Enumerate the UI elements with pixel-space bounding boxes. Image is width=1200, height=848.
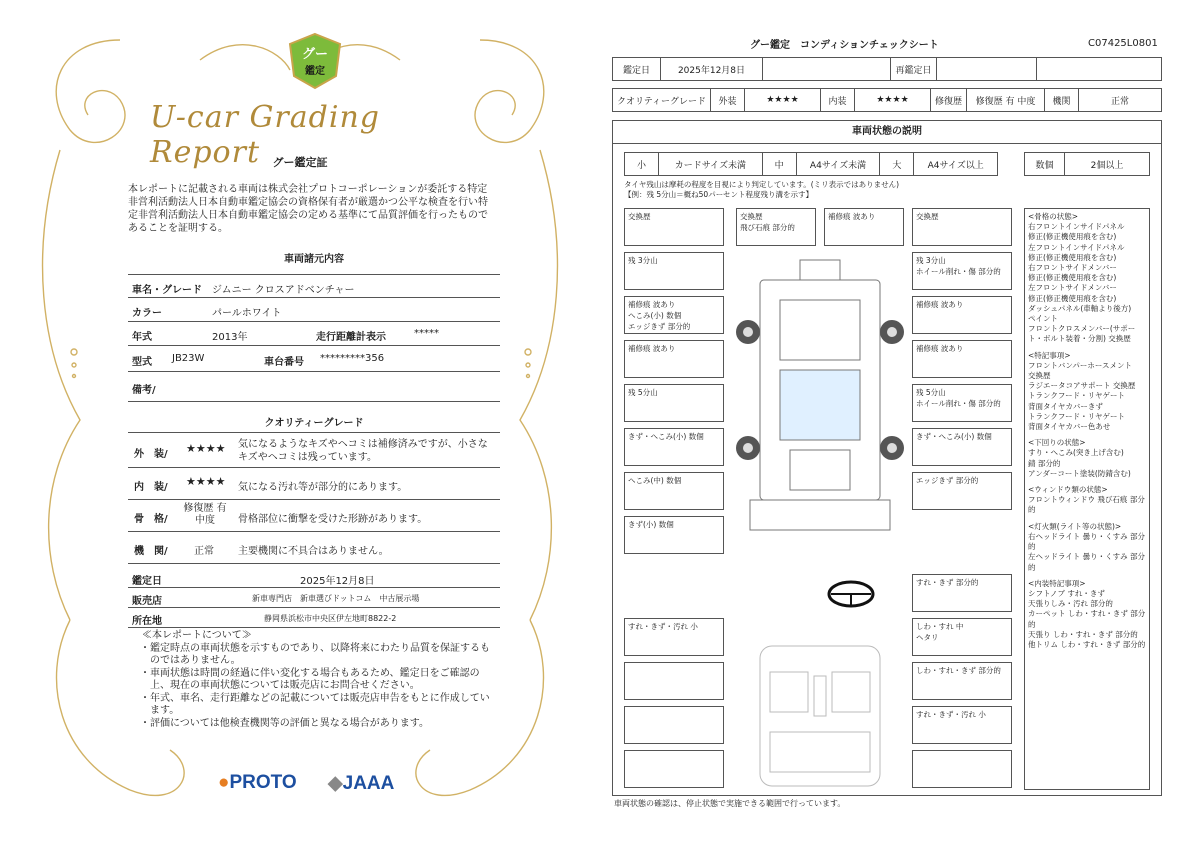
detail-line: 左フロントサイドメンバー — [1028, 283, 1117, 293]
proto-logo: ●PROTO — [218, 772, 297, 793]
grade-row-exterior — [128, 432, 500, 468]
spec-row-name — [128, 274, 500, 298]
detail-line: フロントウィンドウ 飛び石痕 部分的 — [1028, 495, 1145, 515]
tire-note-line: 【例：残 5分山＝概ね50パーセント程度残り溝を示す】 — [624, 190, 814, 199]
reinspect-value — [937, 58, 1037, 81]
exterior-note-cell: 交換歴 飛び石痕 部分的 — [736, 208, 816, 246]
detail-line: トランクフード・リヤゲート — [1028, 391, 1125, 401]
size-large: 大 — [880, 153, 914, 176]
detail-line: 交換歴 — [1028, 371, 1051, 381]
exterior-text: 気になるようなキズやヘコミは補修済みですが、小さなキズやヘコミは残っています。 — [238, 439, 488, 463]
detail-line: 天張り しわ・すれ・きず 部分的 — [1028, 629, 1138, 639]
date-label: 鑑定日 — [613, 58, 661, 81]
detail-line: 天張りしみ・汚れ 部分的 — [1028, 599, 1113, 609]
detail-line: 左フロントインサイドパネル — [1028, 242, 1125, 252]
size-legend — [624, 152, 998, 176]
detail-group-title: <灯火類(ライト等の状態)> — [1028, 521, 1122, 531]
size-large-desc: A4サイズ以上 — [914, 153, 998, 176]
grade-row-frame — [128, 500, 500, 532]
detail-line: カーペット しわ・すれ・きず 部分的 — [1028, 609, 1146, 629]
engine-value: 正常 — [1079, 89, 1162, 112]
date-value: 2025年12月8日 — [300, 576, 375, 587]
mileage-label: 走行距離計表示 — [316, 332, 386, 343]
section-title: 車両状態の説明 — [612, 120, 1162, 144]
address-label: 所在地 — [132, 616, 162, 627]
detail-group — [1028, 351, 1146, 433]
interior-label: 内装 — [821, 89, 855, 112]
spec-row-remarks — [128, 372, 500, 402]
detail-group — [1028, 485, 1146, 516]
svg-text:鑑定: 鑑定 — [305, 66, 325, 77]
blank-cell — [1037, 58, 1162, 81]
year-value: 2013年 — [212, 332, 248, 343]
exterior-note-cell: きず・へこみ(小) 数個 — [912, 428, 1012, 466]
interior-note-cell — [912, 750, 1012, 788]
blank-cell — [763, 58, 891, 81]
note-item: ・年式、車名、走行距離などの記載については販売店申告をもとに作成しています。 — [140, 692, 490, 716]
tire-note — [624, 180, 899, 200]
sheet-title: グー鑑定 コンディションチェックシート — [750, 40, 939, 51]
tire-note-line: タイヤ残山は摩耗の程度を目視により判定しています。(ミリ表示ではありません) — [624, 180, 900, 189]
grade-row-interior — [128, 468, 500, 500]
date-label: 鑑定日 — [132, 576, 162, 587]
color-label: カラー — [132, 308, 162, 319]
report-script-title: U-car Grading Report — [150, 100, 380, 170]
frame-label: 骨 格/ — [134, 514, 168, 525]
size-mid: 中 — [762, 153, 796, 176]
count-label: 数個 — [1025, 153, 1065, 176]
report-notes — [138, 630, 498, 730]
notes-title: ≪本レポートについて≫ — [142, 630, 252, 641]
engine-label: 機 関/ — [134, 546, 168, 557]
mileage-value: ***** — [414, 328, 439, 339]
interior-stars: ★★★★ — [855, 89, 931, 112]
engine-text: 主要機関に不具合はありません。 — [238, 546, 389, 557]
sheet-code: C07425L0801 — [1088, 38, 1158, 49]
size-small-desc: カードサイズ未満 — [659, 153, 763, 176]
detail-group — [1028, 438, 1146, 479]
interior-note-cell: すれ・きず 部分的 — [912, 574, 1012, 612]
date-value: 2025年12月8日 — [661, 58, 763, 81]
detail-line: 修正(修正機使用痕を含む) — [1028, 293, 1117, 303]
exterior-note-cell: 残 3分山 ホイール削れ・傷 部分的 — [912, 252, 1012, 290]
interior-label: 内 装/ — [134, 482, 168, 493]
quality-label: クオリティーグレード — [613, 89, 711, 112]
jaaa-logo: ◆JAAA — [328, 773, 395, 794]
exterior-note-cell: 交換歴 — [912, 208, 1012, 246]
exterior-note-cell: 補修痕 波あり — [624, 340, 724, 378]
detail-line: ペイント — [1028, 314, 1058, 324]
model-label: 型式 — [132, 357, 152, 368]
interior-note-cell: しわ・すれ 中 ヘタリ — [912, 618, 1012, 656]
interior-note-cell — [624, 662, 724, 700]
info-row-dealer — [128, 588, 500, 608]
interior-note-cell — [624, 750, 724, 788]
detail-line: トランクフード・リヤゲート — [1028, 411, 1125, 421]
car-interior-diagram — [750, 636, 890, 792]
exterior-note-cell: きず・へこみ(小) 数個 — [624, 428, 724, 466]
color-value: パールホワイト — [212, 308, 282, 319]
size-mid-desc: A4サイズ未満 — [796, 153, 880, 176]
exterior-note-cell: 交換歴 — [624, 208, 724, 246]
interior-note-cell: しわ・すれ・きず 部分的 — [912, 662, 1012, 700]
exterior-note-cell: 補修痕 波あり — [912, 296, 1012, 334]
detail-line: ダッシュパネル(車軸より後方) — [1028, 303, 1132, 313]
spec-row-model — [128, 346, 500, 372]
quality-table — [612, 88, 1162, 112]
reinspect-label: 再鑑定日 — [891, 58, 937, 81]
exterior-note-cell: へこみ(中) 数個 — [624, 472, 724, 510]
certificate-title: グー鑑定証 — [272, 156, 328, 169]
detail-line: フロントクロスメンバー(サポート・ボルト装着・分割) 交換歴 — [1028, 324, 1136, 344]
spec-row-color — [128, 298, 500, 322]
name-value: ジムニー クロスアドベンチャー — [212, 285, 355, 296]
detail-group-title: <ウィンドウ類の状態> — [1028, 485, 1108, 495]
name-label: 車名・グレード — [132, 285, 202, 296]
car-exterior-diagram — [720, 240, 920, 540]
dealer-label: 販売店 — [132, 596, 162, 607]
condition-details-list — [1024, 208, 1150, 790]
detail-line: すり・へこみ(突き上げ含む) — [1028, 448, 1124, 458]
detail-group-title: <内装特記事項> — [1028, 578, 1086, 588]
exterior-label: 外 装/ — [134, 449, 168, 460]
detail-line: 背面タイヤカバーきず — [1028, 401, 1103, 411]
size-small: 小 — [625, 153, 659, 176]
engine-value: 正常 — [194, 546, 214, 557]
exterior-note-cell: 残 5分山 ホイール削れ・傷 部分的 — [912, 384, 1012, 422]
count-value: 2個以上 — [1065, 153, 1150, 176]
exterior-note-cell: きず(小) 数個 — [624, 516, 724, 554]
detail-line: 修正(修正機使用痕を含む) — [1028, 252, 1117, 262]
detail-line: 背面タイヤカバー色あせ — [1028, 422, 1111, 432]
interior-note-cell — [624, 706, 724, 744]
year-label: 年式 — [132, 332, 152, 343]
sheet-footer: 車両状態の確認は、停止状態で実施できる範囲で行っています。 — [614, 799, 846, 808]
interior-text: 気になる汚れ等が部分的にあります。 — [238, 482, 408, 493]
note-item: ・車両状態は時間の経過に伴い変化する場合もあるため、鑑定日をご確認の上、現在の車両状態については販売店にお問合せください。 — [140, 667, 480, 691]
info-row-date — [128, 568, 500, 588]
detail-line: 修正(修正機使用痕を含む) — [1028, 232, 1117, 242]
detail-group-title: <下回りの状態> — [1028, 438, 1086, 448]
detail-group — [1028, 212, 1146, 345]
interior-note-cell: すれ・きず・汚れ 小 — [912, 706, 1012, 744]
detail-group — [1028, 579, 1146, 650]
date-table — [612, 57, 1162, 81]
specs-title: 車両諸元内容 — [284, 254, 344, 265]
address-value: 静岡県浜松市中央区伊左地町8822-2 — [264, 614, 397, 623]
note-item: ・鑑定時点の車両状態を示すものであり、以降将来にわたり品質を保証するものではありません。 — [140, 642, 490, 666]
chassis-label: 車台番号 — [264, 357, 304, 368]
repair-label: 修復歴 — [931, 89, 967, 112]
engine-label: 機関 — [1045, 89, 1079, 112]
detail-line: 右ヘッドライト 曇り・くすみ 部分的 — [1028, 531, 1146, 552]
exterior-note-cell: 残 5分山 — [624, 384, 724, 422]
exterior-note-cell: エッジきず 部分的 — [912, 472, 1012, 510]
detail-group — [1028, 522, 1146, 573]
interior-note-cell: すれ・きず・汚れ 小 — [624, 618, 724, 656]
exterior-note-cell: 補修痕 波あり へこみ(小) 数個 エッジきず 部分的 — [624, 296, 724, 334]
spec-row-year — [128, 322, 500, 346]
dealer-value: 新車専門店 新車選びドットコム 中古展示場 — [252, 594, 420, 603]
detail-line: 錆 部分的 — [1028, 458, 1061, 468]
info-row-address — [128, 608, 500, 628]
goo-badge-logo — [288, 32, 342, 90]
detail-line: 左ヘッドライト 曇り・くすみ 部分的 — [1028, 552, 1146, 572]
svg-text:グー: グー — [301, 47, 329, 62]
repair-value: 修復歴 有 中度 — [967, 89, 1045, 112]
chassis-value: *********356 — [320, 353, 385, 364]
condition-check-sheet — [600, 0, 1200, 848]
detail-line: ラジエータコアサポート 交換歴 — [1028, 381, 1136, 391]
steering-wheel-icon — [826, 578, 876, 610]
detail-line: 修正(修正機使用痕を含む) — [1028, 273, 1117, 283]
detail-line: 他トリム しわ・すれ・きず 部分的 — [1028, 639, 1146, 649]
detail-line: フロントバンパーホースメント — [1028, 360, 1132, 370]
remarks-label: 備考/ — [132, 385, 156, 396]
model-value: JB23W — [172, 353, 205, 364]
detail-line: シフトノブ すれ・きず — [1028, 588, 1105, 598]
exterior-stars: ★★★★ — [186, 442, 226, 455]
note-item: ・評価については他検査機関等の評価と異なる場合があります。 — [140, 717, 429, 729]
frame-text: 骨格部位に衝撃を受けた形跡があります。 — [238, 514, 428, 525]
detail-line: 右フロントサイドメンバー — [1028, 263, 1117, 273]
exterior-note-cell: 補修痕 波あり — [912, 340, 1012, 378]
grade-title: クオリティーグレード — [264, 418, 364, 429]
exterior-note-cell: 補修痕 波あり — [824, 208, 904, 246]
interior-stars: ★★★★ — [186, 475, 226, 488]
detail-line: 右フロントインサイドパネル — [1028, 222, 1125, 232]
exterior-label: 外装 — [711, 89, 745, 112]
frame-value: 修復歴 有 中度 — [183, 503, 227, 526]
exterior-note-cell: 残 3分山 — [624, 252, 724, 290]
count-legend — [1024, 152, 1150, 176]
detail-line: アンダーコート塗装(防錆含む) — [1028, 468, 1131, 478]
grade-row-engine — [128, 532, 500, 564]
detail-group-title: <特記事項> — [1028, 350, 1071, 360]
certificate-statement: 本レポートに記載される車両は株式会社プロトコーポレーションが委託する特定非営利活動法人日本自動車鑑定協会の資格保有者が厳選かつ公平な検査を行い特定非営利活動法人日本自動車鑑定協会の定める基準にて品質評価を行ったものであることを証明する。 — [128, 184, 488, 234]
detail-group-title: <骨格の状態> — [1028, 212, 1079, 221]
exterior-stars: ★★★★ — [745, 89, 821, 112]
